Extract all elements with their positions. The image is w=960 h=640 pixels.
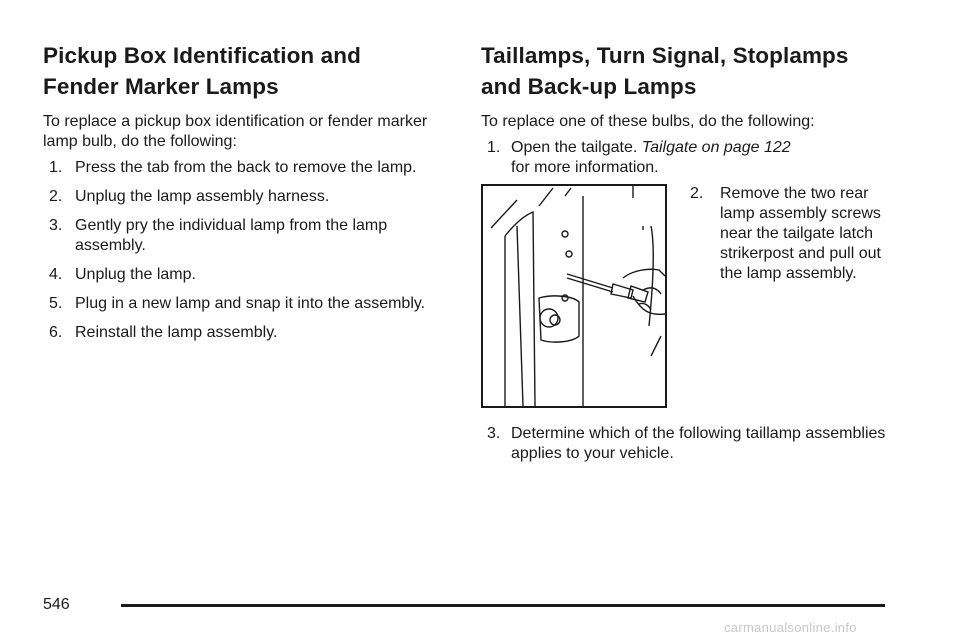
list-item: 4. Unplug the lamp. — [49, 266, 196, 283]
footer-divider — [121, 604, 885, 607]
pickup-box-intro: To replace a pickup box identification or fender marker lamp bulb, do the following: — [43, 113, 428, 150]
section-heading-taillamps: Taillamps, Turn Signal, Stoplamps and Back-up Lamps — [481, 43, 849, 99]
taillamps-steps-continued — [481, 424, 921, 464]
list-item: 1. Open the tailgate. Tailgate on page 122 for more information. — [487, 139, 791, 176]
taillamps-intro: To replace one of these bulbs, do the following: — [481, 113, 815, 130]
right-column — [481, 40, 921, 473]
lamp-removal-illustration — [481, 184, 667, 408]
pickup-box-steps — [43, 158, 443, 343]
screwdriver-lamp-icon — [483, 186, 665, 406]
list-item: 3. Determine which of the following taillamp assemblies applies to your vehicle. — [487, 425, 886, 462]
list-item: 2. Remove the two rear lamp assembly screws near the tailgate latch strikerpost and pull out the lamp assembly. — [690, 185, 881, 282]
list-item: 2. Unplug the lamp assembly harness. — [49, 188, 330, 205]
tailgate-page-link[interactable]: Tailgate on page 122 — [641, 139, 791, 156]
figure-row — [481, 184, 921, 416]
list-item: 3. Gently pry the individual lamp from the lamp assembly. — [49, 217, 388, 254]
list-item: 6. Reinstall the lamp assembly. — [49, 324, 278, 341]
watermark: carmanualsonline.info — [724, 620, 857, 635]
list-item: 5. Plug in a new lamp and snap it into the assembly. — [49, 295, 426, 312]
left-column — [43, 40, 443, 352]
taillamps-steps — [481, 138, 921, 178]
section-heading-pickup-box: Pickup Box Identification and Fender Marker Lamps — [43, 43, 361, 99]
list-item: 1. Press the tab from the back to remove the lamp. — [49, 159, 417, 176]
page-number: 546 — [43, 596, 70, 613]
